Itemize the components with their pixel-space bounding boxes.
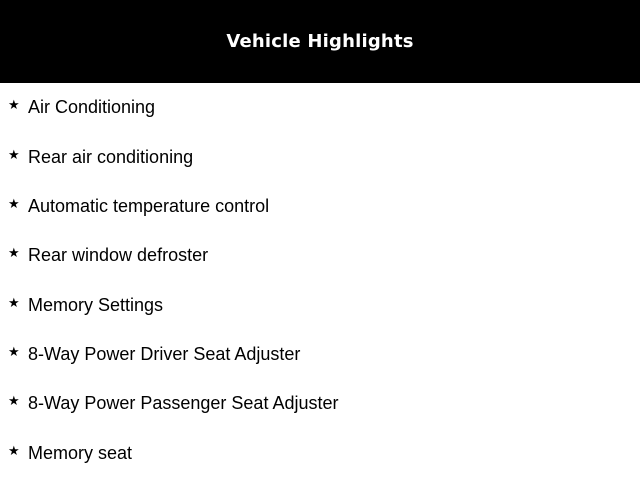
star-icon: ★ (8, 96, 20, 112)
list-item (8, 95, 155, 119)
list-item (8, 243, 208, 267)
highlight-label: 8-Way Power Driver Seat Adjuster (28, 343, 301, 364)
star-icon: ★ (8, 392, 20, 408)
star-icon: ★ (8, 195, 20, 211)
highlight-label: Air Conditioning (28, 96, 156, 117)
star-icon: ★ (8, 244, 20, 260)
star-icon: ★ (8, 442, 20, 458)
list-item (8, 391, 338, 415)
list-item (8, 145, 193, 169)
list-item (8, 293, 163, 317)
highlight-label: Automatic temperature control (28, 195, 270, 216)
star-icon: ★ (8, 343, 20, 359)
highlight-label: 8-Way Power Passenger Seat Adjuster (28, 392, 339, 413)
star-icon: ★ (8, 294, 20, 310)
list-item (8, 342, 300, 366)
highlight-label: Memory seat (28, 442, 133, 463)
page-header (0, 0, 640, 83)
page-title: Vehicle Highlights (226, 31, 414, 52)
highlight-label: Rear air conditioning (28, 146, 194, 167)
list-item (8, 441, 132, 465)
star-icon: ★ (8, 146, 20, 162)
list-item (8, 194, 269, 218)
highlight-label: Rear window defroster (28, 244, 209, 265)
highlight-label: Memory Settings (28, 294, 164, 315)
